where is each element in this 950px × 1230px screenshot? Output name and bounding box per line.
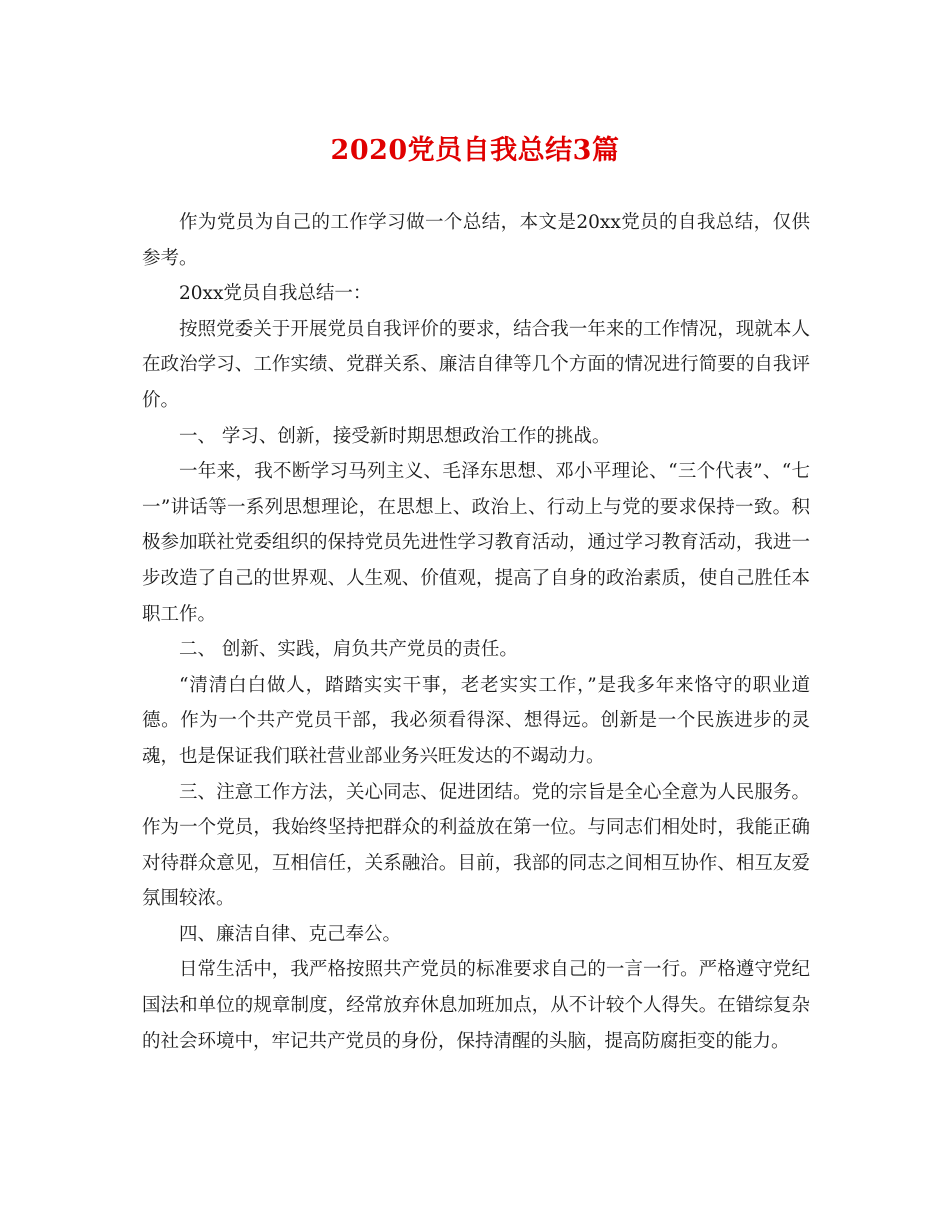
paragraph: 按照党委关于开展党员自我评价的要求，结合我一年来的工作情况，现就本人在政治学习、工作实绩、党群关系、廉洁自律等几个方面的情况进行简要的自我评价。	[142, 318, 810, 411]
paragraph-section-heading: 20xx党员自我总结一：	[179, 283, 372, 305]
paragraph-heading-4: 四、廉洁自律、克己奉公。	[179, 923, 402, 945]
paragraph: 日常生活中，我严格按照共产党员的标准要求自己的一言一行。严格遵守党纪国法和单位的规章制度，经常放弃休息加班加点，从不计较个人得失。在错综复杂的社会环境中，牢记共产党员的身份，保持清醒的头脑，提高防腐拒变的能力。	[142, 959, 810, 1052]
paragraph-heading-1: 一、 学习、创新，接受新时期思想政治工作的挑战。	[179, 425, 611, 447]
paragraph: “清清白白做人，踏踏实实干事，老老实实工作，”是我多年来恪守的职业道德。作为一个共产党员干部，我必须看得深、想得远。创新是一个民族进步的灵魂，也是保证我们联社营业部业务兴旺发达的不竭动力。	[142, 674, 810, 767]
document-body	[142, 205, 810, 1059]
paragraph: 一年来，我不断学习马列主义、毛泽东思想、邓小平理论、“三个代表”、“七一”讲话等一系列思想理论，在思想上、政治上、行动上与党的要求保持一致。积极参加联社党委组织的保持党员先进性学习教育活动，通过学习教育活动，我进一步改造了自己的世界观、人生观、价值观，提高了自身的政治素质，使自己胜任本职工作。	[142, 461, 810, 625]
paragraph-intro: 作为党员为自己的工作学习做一个总结，本文是20xx党员的自我总结，仅供参考。	[142, 212, 810, 269]
document-title: 2020党员自我总结3篇	[330, 135, 620, 166]
paragraph: 三、注意工作方法，关心同志、促进团结。党的宗旨是全心全意为人民服务。作为一个党员，我始终坚持把群众的利益放在第一位。与同志们相处时，我能正确对待群众意见，互相信任，关系融洽。目前，我部的同志之间相互协作、相互友爱氛围较浓。	[142, 781, 810, 910]
paragraph-heading-2: 二、 创新、实践，肩负共产党员的责任。	[179, 639, 518, 661]
